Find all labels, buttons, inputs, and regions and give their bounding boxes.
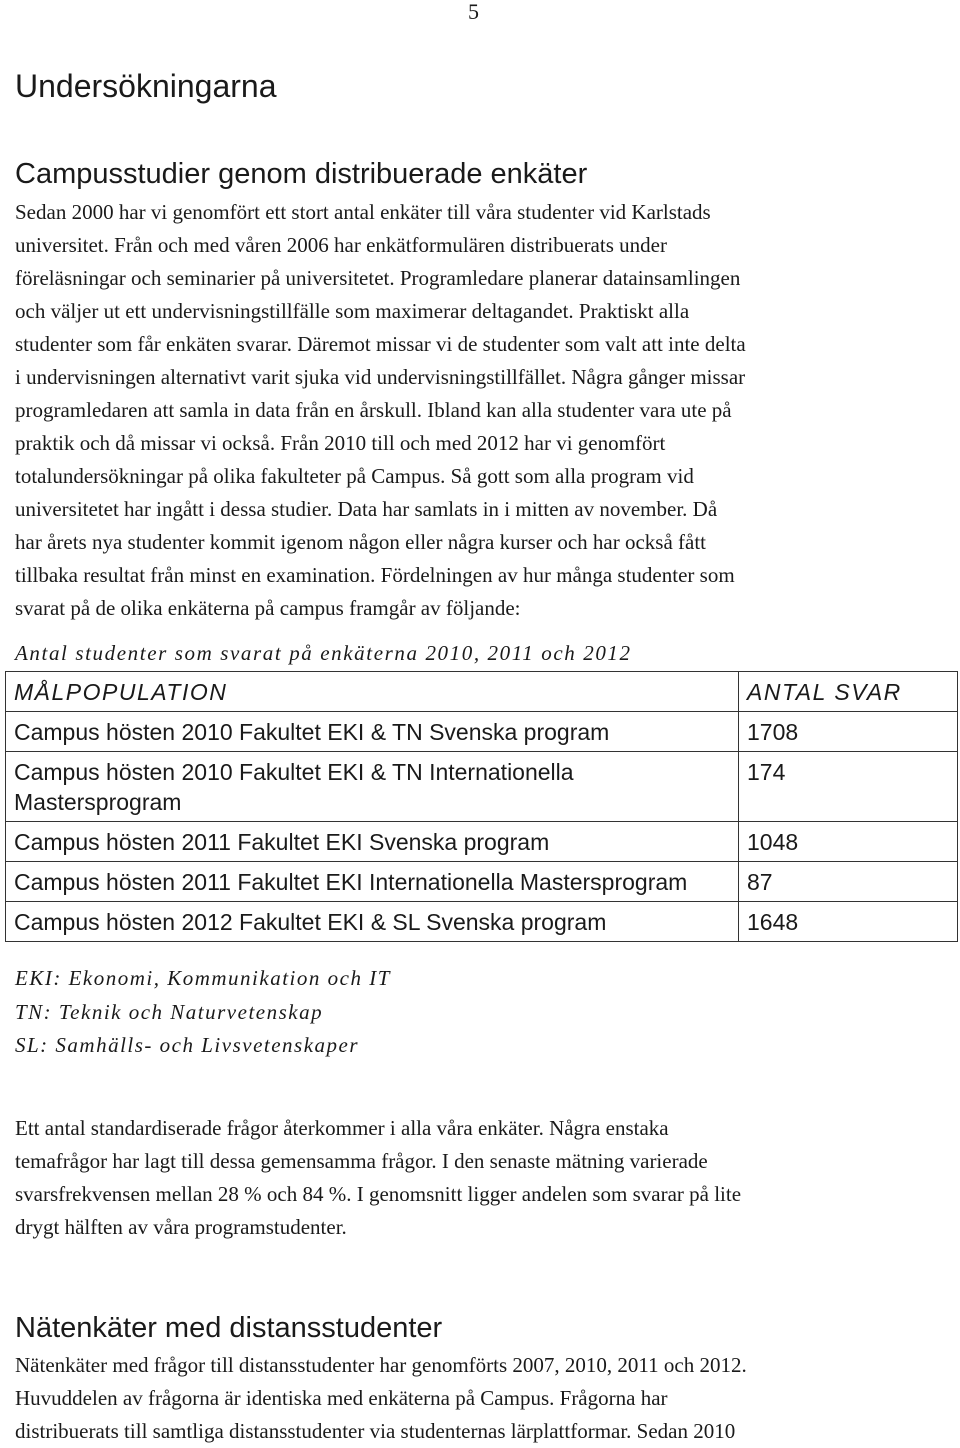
section2-paragraph xyxy=(15,1349,747,1448)
population-cell: Campus hösten 2010 Fakultet EKI & TN Internationella Mastersprogram xyxy=(6,752,739,822)
count-cell: 1048 xyxy=(739,822,958,862)
text-line: föreläsningar och seminarier på universitetet. Programledare planerar datainsamlingen xyxy=(15,266,741,290)
text-line: Ett antal standardiserade frågor återkommer i alla våra enkäter. Några enstaka xyxy=(15,1116,669,1140)
text-line: universitetet har ingått i dessa studier. Data har samlats in i mitten av november. Då xyxy=(15,497,718,521)
population-cell: Campus hösten 2012 Fakultet EKI & SL Svenska program xyxy=(6,902,739,942)
text-line: studenter som får enkäten svarar. Däremot missar vi de studenter som valt att inte delta xyxy=(15,332,746,356)
text-line: och väljer ut ett undervisningstillfälle som maximerar deltagandet. Praktiskt alla xyxy=(15,299,690,323)
text-line: distribuerats till samtliga distansstudenter via studenternas lärplattformar. Sedan 2010 xyxy=(15,1419,736,1443)
count-cell: 1648 xyxy=(739,902,958,942)
text-line: drygt hälften av våra programstudenter. xyxy=(15,1215,347,1239)
section-heading-campus: Campusstudier genom distribuerade enkäter xyxy=(15,158,588,190)
table-row xyxy=(6,822,958,862)
population-cell: Campus hösten 2011 Fakultet EKI Svenska program xyxy=(6,822,739,862)
page-title: Undersökningarna xyxy=(15,68,277,104)
table-row xyxy=(6,712,958,752)
text-line: Nätenkäter med frågor till distansstudenter har genomförts 2007, 2010, 2011 och 2012. xyxy=(15,1353,747,1377)
population-cell: Campus hösten 2010 Fakultet EKI & TN Svenska program xyxy=(6,712,739,752)
section1-paragraph xyxy=(15,196,746,625)
text-line: praktik och då missar vi också. Från 2010 till och med 2012 har vi genomfört xyxy=(15,431,666,455)
text-line: svarsfrekvensen mellan 28 % och 84 %. I genomsnitt ligger andelen som svarar på lite xyxy=(15,1182,742,1206)
table-row xyxy=(6,752,958,822)
text-line: programledaren att samla in data från en årskull. Ibland kan alla studenter vara ute på xyxy=(15,398,732,422)
header-response-count: ANTAL SVAR xyxy=(739,672,958,712)
table-row xyxy=(6,862,958,902)
survey-response-table xyxy=(5,671,958,942)
table-header-row xyxy=(6,672,958,712)
abbreviation-list xyxy=(15,962,391,1063)
text-line: totalundersökningar på olika fakulteter på Campus. Så gott som alla program vid xyxy=(15,464,694,488)
text-line: i undervisningen alternativt varit sjuka vid undervisningstillfället. Några gånger missar xyxy=(15,365,746,389)
text-line: Huvuddelen av frågorna är identiska med enkäterna på Campus. Frågorna har xyxy=(15,1386,668,1410)
header-target-population: MÅLPOPULATION xyxy=(6,672,739,712)
table-caption: Antal studenter som svarat på enkäterna 2010, 2011 och 2012 xyxy=(15,641,632,665)
response-rate-paragraph xyxy=(15,1112,741,1244)
text-line: svarat på de olika enkäterna på campus framgår av följande: xyxy=(15,596,521,620)
section-heading-distance: Nätenkäter med distansstudenter xyxy=(15,1312,443,1344)
abbreviation-item: TN: Teknik och Naturvetenskap xyxy=(15,999,324,1024)
table-row xyxy=(6,902,958,942)
abbreviation-item: SL: Samhälls- och Livsvetenskaper xyxy=(15,1033,360,1057)
population-cell: Campus hösten 2011 Fakultet EKI Internationella Mastersprogram xyxy=(6,862,739,902)
text-line: temafrågor har lagt till dessa gemensamma frågor. I den senaste mätning varierade xyxy=(15,1149,708,1173)
count-cell: 174 xyxy=(739,752,958,822)
count-cell: 1708 xyxy=(739,712,958,752)
abbreviation-item: EKI: Ekonomi, Kommunikation och IT xyxy=(15,966,391,990)
text-line: universitet. Från och med våren 2006 har enkätformulären distribuerats under xyxy=(15,233,667,257)
count-cell: 87 xyxy=(739,862,958,902)
text-line: tillbaka resultat från minst en examination. Fördelningen av hur många studenter som xyxy=(15,563,735,587)
text-line: Sedan 2000 har vi genomfört ett stort antal enkäter till våra studenter vid Karlstads xyxy=(15,200,711,224)
page-number: 5 xyxy=(468,0,479,24)
text-line: har årets nya studenter kommit igenom någon eller några kurser och har också fått xyxy=(15,530,707,554)
